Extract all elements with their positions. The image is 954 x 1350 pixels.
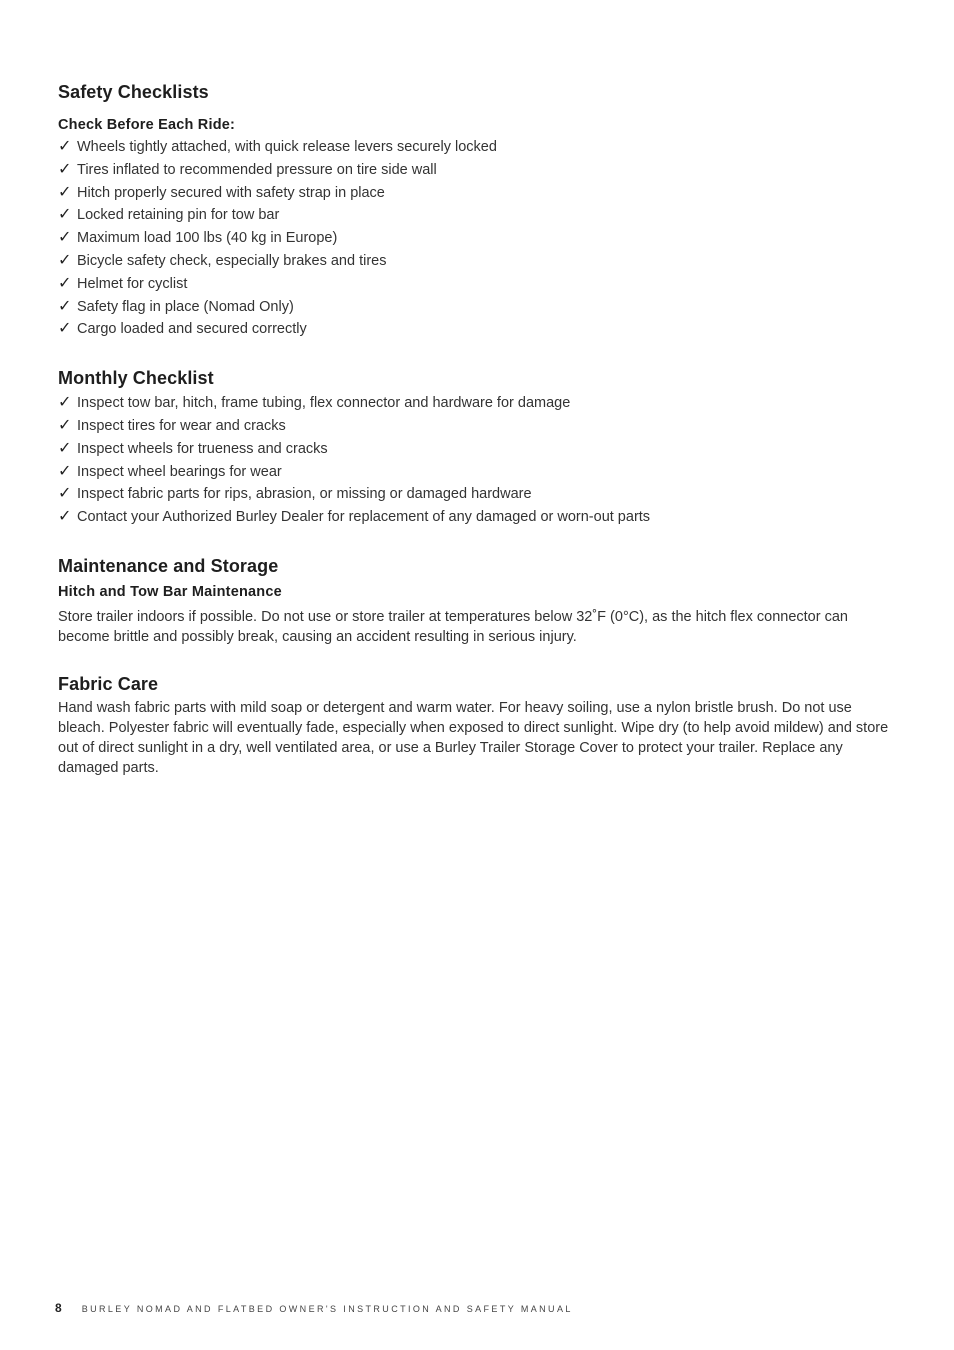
checkmark-icon: ✓ [58, 229, 72, 247]
check-before-ride-subheading: Check Before Each Ride: [58, 117, 236, 133]
list-item-text: Bicycle safety check, especially brakes and tires [77, 252, 387, 269]
checkmark-icon: ✓ [58, 394, 72, 412]
fabric-care-text: Hand wash fabric parts with mild soap or detergent and warm water. For heavy soiling, use a nylon bristle brush. Do not use bleach. Polyester fabric will eventually fade, especially when exposed to direct sunlight. Wipe dry (to help avoid mildew) and store out of direct sunlight in a dry, well ventilated area, or use a Burley Trailer Storage Cover to protect your trailer. Replace any damaged parts. [58, 699, 889, 776]
safety-checklists-heading: Safety Checklists [58, 82, 209, 102]
list-item-text: Locked retaining pin for tow bar [77, 207, 280, 224]
checkmark-icon: ✓ [58, 485, 72, 503]
monthly-checklist [58, 392, 898, 529]
list-item-text: Safety flag in place (Nomad Only) [77, 298, 294, 315]
fabric-care-section [58, 672, 898, 778]
checkmark-icon: ✓ [58, 297, 72, 315]
page-content [58, 80, 898, 778]
list-item [58, 159, 898, 182]
list-item [58, 273, 898, 296]
page-footer [55, 1301, 573, 1315]
manual-title: BURLEY NOMAD AND FLATBED OWNER'S INSTRUCTION AND SAFETY MANUAL [81, 1304, 573, 1314]
list-item-text: Inspect tires for wear and cracks [77, 417, 286, 434]
checkmark-icon: ✓ [58, 251, 72, 269]
checkmark-icon: ✓ [58, 416, 72, 434]
list-item [58, 506, 898, 529]
list-item [58, 204, 898, 227]
list-item [58, 461, 898, 484]
page-number: 8 [55, 1301, 62, 1315]
list-item [58, 483, 898, 506]
list-item-text: Inspect wheel bearings for wear [77, 463, 282, 480]
list-item-text: Helmet for cyclist [77, 275, 188, 292]
list-item [58, 250, 898, 273]
list-item-text: Inspect wheels for trueness and cracks [77, 440, 328, 457]
monthly-checklist-heading: Monthly Checklist [58, 368, 214, 389]
monthly-checklist-section [58, 366, 898, 529]
maintenance-storage-heading: Maintenance and Storage [58, 555, 279, 576]
checkmark-icon: ✓ [58, 138, 72, 155]
list-item-text: Inspect tow bar, hitch, frame tubing, flex connector and hardware for damage [77, 395, 571, 412]
safety-checklists-section [58, 80, 898, 341]
list-item [58, 136, 898, 159]
list-item [58, 296, 898, 319]
hitch-maintenance-subheading: Hitch and Tow Bar Maintenance [58, 583, 282, 600]
maintenance-storage-section [58, 554, 898, 647]
list-item [58, 438, 898, 461]
list-item-text: Inspect fabric parts for rips, abrasion, or missing or damaged hardware [77, 486, 532, 503]
checkmark-icon: ✓ [58, 320, 72, 338]
checkmark-icon: ✓ [58, 439, 72, 457]
list-item-text: Cargo loaded and secured correctly [77, 321, 307, 338]
list-item [58, 227, 898, 250]
list-item-text: Contact your Authorized Burley Dealer for replacement of any damaged or worn-out parts [77, 509, 651, 526]
hitch-maintenance-text: Store trailer indoors if possible. Do not use or store trailer at temperatures below 32˚F (0°C), as the hitch flex connector can become brittle and possibly break, causing an accident resulting in serious injury. [58, 608, 848, 645]
list-item [58, 318, 898, 341]
list-item [58, 415, 898, 438]
fabric-care-heading: Fabric Care [58, 673, 159, 694]
before-ride-checklist [58, 136, 898, 341]
list-item-text: Maximum load 100 lbs (40 kg in Europe) [77, 230, 338, 247]
list-item-text: Hitch properly secured with safety strap in place [77, 184, 385, 201]
checkmark-icon: ✓ [58, 160, 72, 178]
checkmark-icon: ✓ [58, 274, 72, 292]
list-item [58, 182, 898, 205]
list-item-text: Tires inflated to recommended pressure on tire side wall [77, 161, 437, 178]
list-item [58, 392, 898, 415]
checkmark-icon: ✓ [58, 206, 72, 224]
checkmark-icon: ✓ [58, 508, 72, 526]
list-item-text: Wheels tightly attached, with quick release levers securely locked [77, 139, 497, 155]
checkmark-icon: ✓ [58, 183, 72, 201]
checkmark-icon: ✓ [58, 462, 72, 480]
